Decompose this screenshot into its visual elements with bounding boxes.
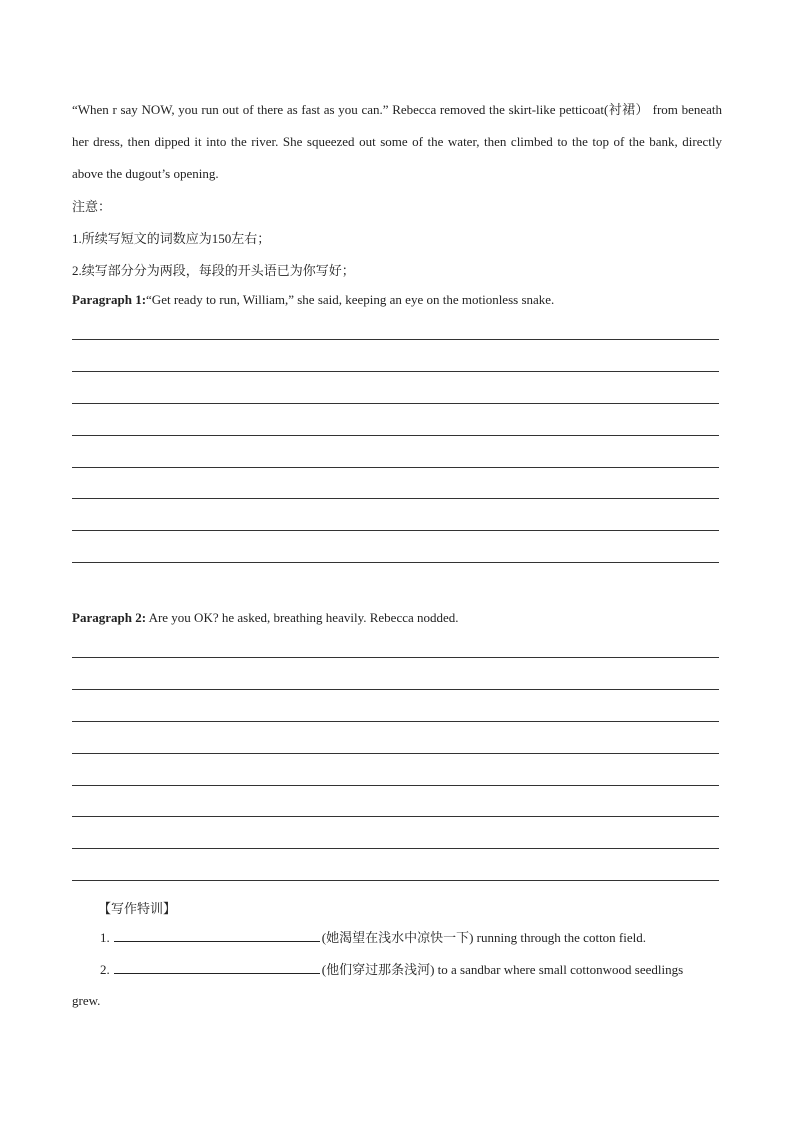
- writing-line: [72, 435, 719, 436]
- writing-line: [72, 562, 719, 563]
- paragraph-2-text: Are you OK? he asked, breathing heavily. Rebecca nodded.: [146, 610, 459, 625]
- writing-line: [72, 880, 719, 881]
- writing-line: [72, 403, 719, 404]
- exercise-1-blank[interactable]: [114, 929, 320, 942]
- writing-line: [72, 657, 719, 658]
- writing-line: [72, 498, 719, 499]
- exercise-1-number: 1.: [100, 930, 110, 945]
- paragraph-1-text: “Get ready to run, William,” she said, keeping an eye on the motionless snake.: [146, 292, 555, 307]
- exercise-2-rest: to a sandbar where small cottonwood seedlings: [434, 962, 684, 977]
- exercise-2-blank[interactable]: [114, 961, 320, 974]
- paragraph-2-prompt: [72, 610, 459, 626]
- exercise-1-rest: running through the cotton field.: [473, 930, 647, 945]
- paragraph-2-label: Paragraph 2:: [72, 610, 147, 625]
- paragraph-1-prompt: [72, 292, 554, 308]
- note-item-paragraphs: 2.续写部分分为两段，每段的开头语已为你写好；: [72, 263, 355, 278]
- writing-line: [72, 530, 719, 531]
- story-excerpt: “When r say NOW, you run out of there as fast as you can.” Rebecca removed the skirt-like petticoat(衬裙） from beneath her dress, then dipped it into the river. She squeezed out some of the water, then climbed to the top of the bank, directly above the dugout’s opening.: [72, 102, 722, 181]
- writing-line: [72, 689, 719, 690]
- writing-line: [72, 721, 719, 722]
- writing-training-title: 【写作特训】: [98, 901, 177, 916]
- writing-line: [72, 753, 719, 754]
- paragraph-1-label: Paragraph 1:: [72, 292, 147, 307]
- writing-line: [72, 816, 719, 817]
- exercise-2-hint: (他们穿过那条浅河): [321, 962, 435, 977]
- exercise-2: [100, 954, 722, 986]
- exercise-2-continuation: grew.: [72, 993, 101, 1008]
- exercise-1-hint: (她渴望在浅水中凉快一下): [321, 930, 474, 945]
- note-item-word-count: 1.所续写短文的词数应为150左右；: [72, 231, 271, 246]
- exercise-2-number: 2.: [100, 962, 110, 977]
- writing-line: [72, 785, 719, 786]
- exercise-1: [100, 922, 722, 954]
- writing-line: [72, 467, 719, 468]
- writing-line: [72, 371, 719, 372]
- notes-title: 注意：: [72, 199, 112, 214]
- writing-line: [72, 848, 719, 849]
- writing-line: [72, 339, 719, 340]
